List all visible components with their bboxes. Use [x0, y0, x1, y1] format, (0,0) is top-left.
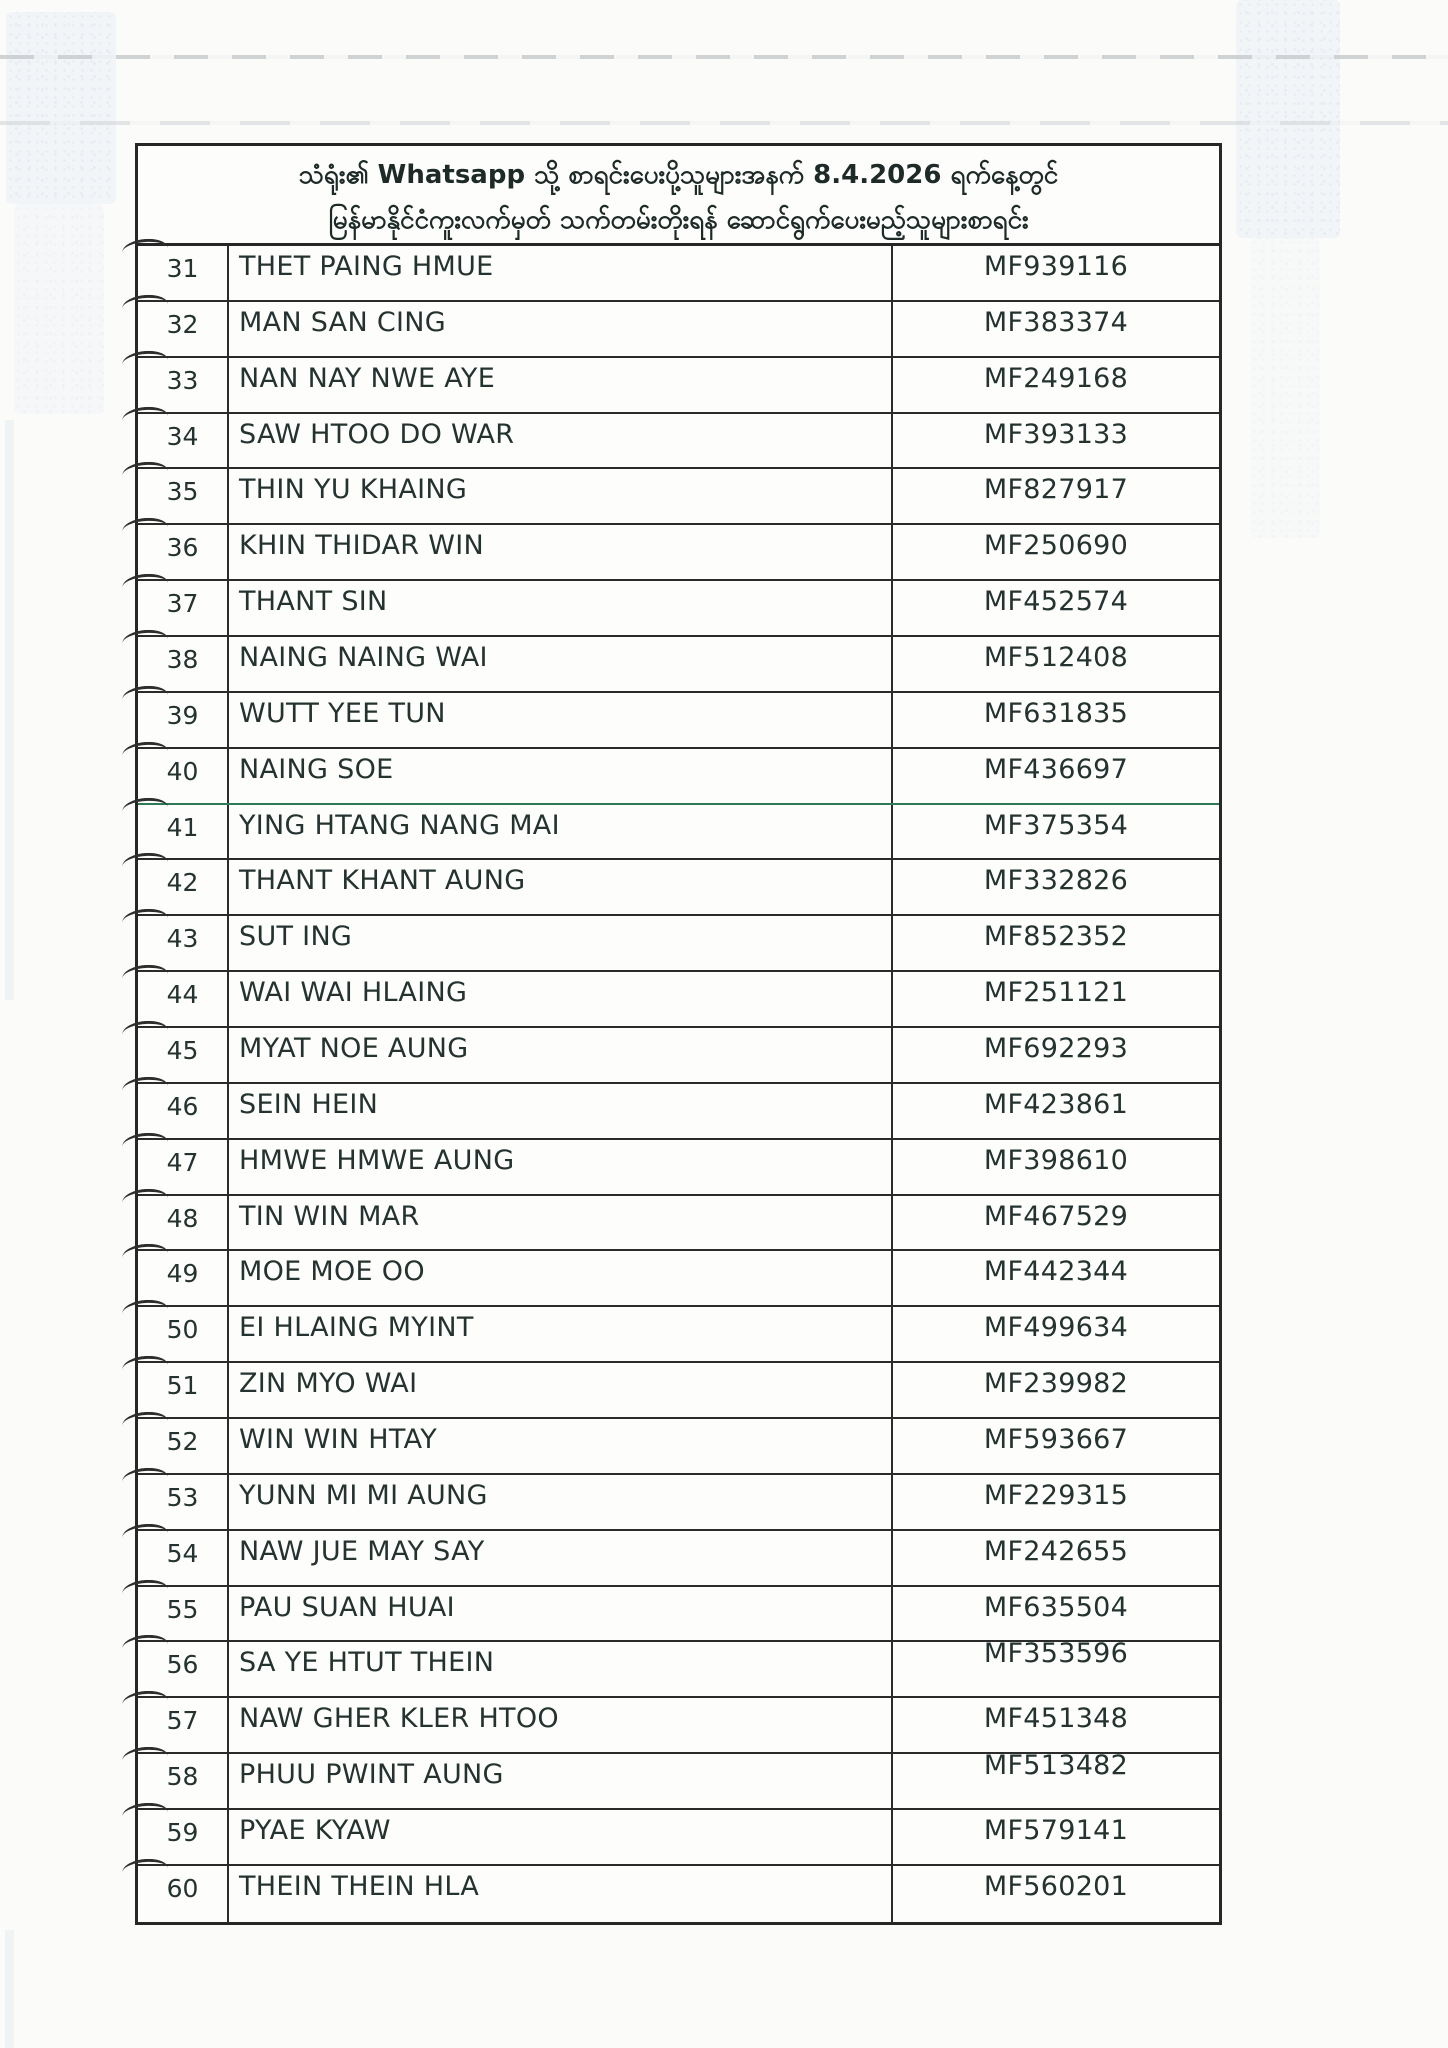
row-number: 44 — [138, 972, 229, 1026]
row-passport-code: MF249168 — [983, 362, 1129, 394]
row-number: 41 — [138, 805, 229, 859]
row-name: WAI WAI HLAING — [229, 972, 893, 1026]
table-row — [138, 1587, 1219, 1643]
table-row — [138, 749, 1219, 805]
row-name: PYAE KYAW — [229, 1810, 893, 1864]
row-number: 49 — [138, 1251, 229, 1305]
row-number: 40 — [138, 749, 229, 803]
table-title-line1: သံရုံး၏ Whatsapp သို့ စာရင်းပေးပို့သူများအနက် 8.4.2026 ရက်နေ့တွင် — [298, 160, 1059, 190]
table-title — [138, 146, 1219, 246]
table-body — [138, 246, 1219, 1922]
row-number: 38 — [138, 637, 229, 691]
table-row — [138, 581, 1219, 637]
row-name: KHIN THIDAR WIN — [229, 525, 893, 579]
scan-streak-line-2 — [0, 121, 1448, 125]
row-passport-code: MF692293 — [983, 1033, 1129, 1065]
scan-smudge-top-right-faint — [1250, 238, 1320, 538]
row-passport-code: MF239982 — [983, 1368, 1129, 1400]
row-number: 46 — [138, 1084, 229, 1138]
table-row — [138, 1307, 1219, 1363]
row-passport-code: MF242655 — [983, 1535, 1129, 1567]
table-row — [138, 637, 1219, 693]
row-number: 52 — [138, 1419, 229, 1473]
row-passport-code: MF393133 — [983, 418, 1129, 450]
table-row — [138, 246, 1219, 302]
scan-smudge-top-right — [1236, 0, 1340, 238]
row-name: THANT SIN — [229, 581, 893, 635]
row-number: 60 — [138, 1866, 229, 1922]
table-row — [138, 525, 1219, 581]
row-name: SUT ING — [229, 916, 893, 970]
row-number: 42 — [138, 860, 229, 914]
row-passport-code: MF451348 — [983, 1703, 1129, 1735]
row-number: 57 — [138, 1698, 229, 1752]
row-passport-code: MF250690 — [983, 530, 1129, 562]
row-name: HMWE HMWE AUNG — [229, 1140, 893, 1194]
row-number: 39 — [138, 693, 229, 747]
row-passport-code: MF513482 — [983, 1750, 1129, 1782]
row-passport-code: MF398610 — [983, 1144, 1129, 1176]
row-passport-code: MF442344 — [983, 1256, 1129, 1288]
table-row — [138, 302, 1219, 358]
row-name: NAN NAY NWE AYE — [229, 358, 893, 412]
row-passport-code: MF436697 — [983, 753, 1129, 785]
row-passport-code: MF827917 — [983, 474, 1129, 506]
table-row — [138, 1140, 1219, 1196]
row-name: NAW GHER KLER HTOO — [229, 1698, 893, 1752]
row-name: MAN SAN CING — [229, 302, 893, 356]
row-passport-code: MF423861 — [983, 1088, 1129, 1120]
row-number: 53 — [138, 1475, 229, 1529]
row-name: EI HLAING MYINT — [229, 1307, 893, 1361]
row-passport-code: MF499634 — [983, 1312, 1129, 1344]
table-row — [138, 693, 1219, 749]
table-row — [138, 1866, 1219, 1922]
table-row — [138, 1475, 1219, 1531]
row-name: WIN WIN HTAY — [229, 1419, 893, 1473]
row-number: 35 — [138, 469, 229, 523]
row-name: YING HTANG NANG MAI — [229, 805, 893, 859]
scan-smudge-top-left — [6, 12, 116, 204]
row-number: 43 — [138, 916, 229, 970]
row-name: SAW HTOO DO WAR — [229, 414, 893, 468]
table-title-line2: မြန်မာနိုင်ငံကူးလက်မှတ် သက်တမ်းတိုးရန် ဆောင်ရွက်ပေးမည့်သူများစာရင်း — [328, 205, 1029, 235]
row-name: MYAT NOE AUNG — [229, 1028, 893, 1082]
row-name: PAU SUAN HUAI — [229, 1587, 893, 1641]
row-passport-code: MF452574 — [983, 586, 1129, 618]
table-row — [138, 1084, 1219, 1140]
row-passport-code: MF579141 — [983, 1815, 1129, 1847]
row-passport-code: MF631835 — [983, 697, 1129, 729]
row-number: 45 — [138, 1028, 229, 1082]
scan-smudge-top-left-faint — [14, 204, 104, 414]
table-row — [138, 1028, 1219, 1084]
row-number: 51 — [138, 1363, 229, 1417]
passport-renewal-list-table — [135, 143, 1222, 1925]
row-passport-code: MF560201 — [983, 1870, 1129, 1902]
table-row — [138, 1363, 1219, 1419]
row-passport-code: MF593667 — [983, 1424, 1129, 1456]
table-row — [138, 860, 1219, 916]
row-passport-code: MF229315 — [983, 1479, 1129, 1511]
row-number: 47 — [138, 1140, 229, 1194]
table-row — [138, 414, 1219, 470]
table-row — [138, 1419, 1219, 1475]
row-passport-code: MF353596 — [983, 1638, 1129, 1670]
row-name: NAING NAING WAI — [229, 637, 893, 691]
scan-streak-left-margin — [5, 420, 14, 1000]
scan-streak-line-1 — [0, 55, 1448, 59]
row-passport-code: MF332826 — [983, 865, 1129, 897]
row-name: THIN YU KHAING — [229, 469, 893, 523]
table-row — [138, 1810, 1219, 1866]
row-number: 36 — [138, 525, 229, 579]
table-row — [138, 1251, 1219, 1307]
row-name: NAING SOE — [229, 749, 893, 803]
row-number: 32 — [138, 302, 229, 356]
row-name: NAW JUE MAY SAY — [229, 1531, 893, 1585]
row-passport-code: MF251121 — [983, 977, 1129, 1009]
scan-streak-bottom-margin — [5, 1930, 14, 2048]
row-number: 56 — [138, 1642, 229, 1696]
row-name: TIN WIN MAR — [229, 1196, 893, 1250]
row-name: THEIN THEIN HLA — [229, 1866, 893, 1922]
table-row — [138, 1531, 1219, 1587]
row-number: 50 — [138, 1307, 229, 1361]
table-row — [138, 1698, 1219, 1754]
table-row — [138, 916, 1219, 972]
row-number: 54 — [138, 1531, 229, 1585]
row-passport-code: MF939116 — [983, 251, 1129, 282]
row-passport-code: MF375354 — [983, 809, 1129, 841]
table-row — [138, 1750, 1219, 1810]
row-passport-code: MF635504 — [983, 1591, 1129, 1623]
row-passport-code: MF383374 — [983, 306, 1129, 338]
table-row — [138, 972, 1219, 1028]
row-name: YUNN MI MI AUNG — [229, 1475, 893, 1529]
table-row — [138, 1638, 1219, 1698]
row-number: 31 — [138, 246, 229, 300]
row-passport-code: MF512408 — [983, 642, 1129, 674]
row-number: 59 — [138, 1810, 229, 1864]
row-number: 33 — [138, 358, 229, 412]
row-number: 48 — [138, 1196, 229, 1250]
table-row — [138, 1196, 1219, 1252]
row-number: 37 — [138, 581, 229, 635]
row-number: 55 — [138, 1587, 229, 1641]
table-row — [138, 469, 1219, 525]
row-passport-code: MF852352 — [983, 921, 1129, 953]
row-passport-code: MF467529 — [983, 1200, 1129, 1232]
row-name: THET PAING HMUE — [229, 246, 893, 300]
table-row — [138, 805, 1219, 861]
row-name: WUTT YEE TUN — [229, 693, 893, 747]
row-name: THANT KHANT AUNG — [229, 860, 893, 914]
row-number: 34 — [138, 414, 229, 468]
row-name: SEIN HEIN — [229, 1084, 893, 1138]
row-number: 58 — [138, 1754, 229, 1808]
row-name: MOE MOE OO — [229, 1251, 893, 1305]
row-name: ZIN MYO WAI — [229, 1363, 893, 1417]
table-row — [138, 358, 1219, 414]
row-name: SA YE HTUT THEIN — [229, 1642, 893, 1696]
row-name: PHUU PWINT AUNG — [229, 1754, 893, 1808]
